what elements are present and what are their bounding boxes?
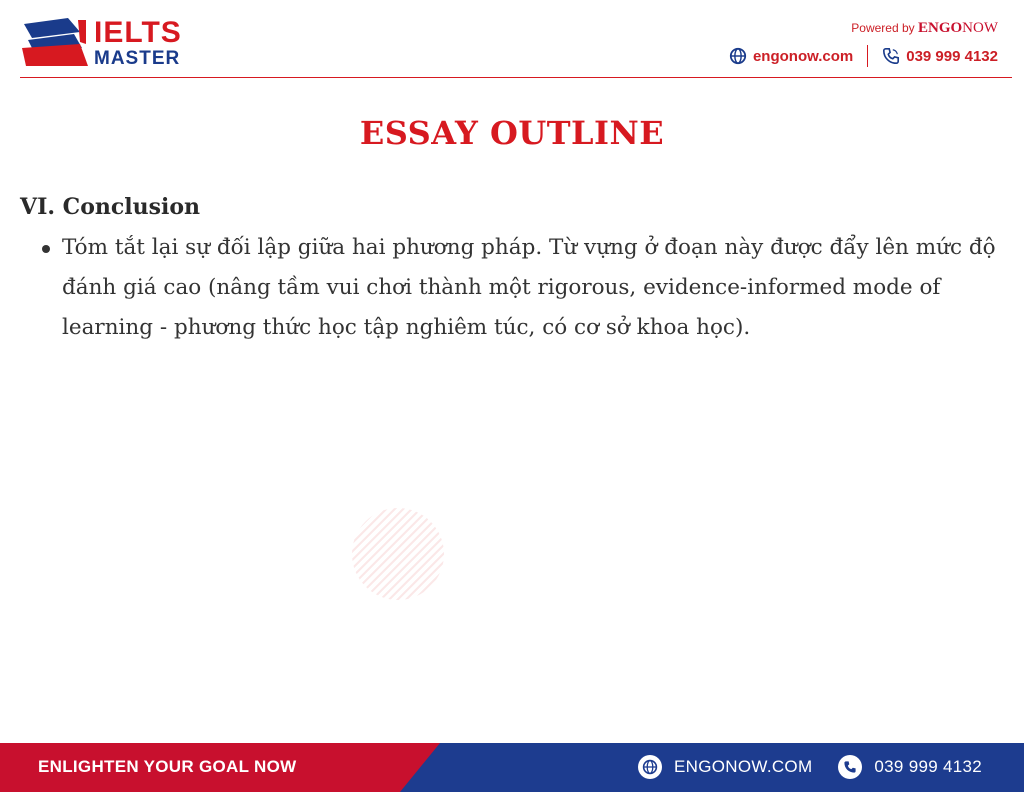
footer-contact bbox=[638, 755, 982, 779]
brand-rest: NOW bbox=[962, 20, 998, 36]
watermark-circle bbox=[352, 508, 444, 600]
powered-by bbox=[851, 20, 998, 37]
phone-icon bbox=[882, 47, 900, 65]
header-divider bbox=[867, 45, 868, 67]
footer-slogan: ENLIGHTEN YOUR GOAL NOW bbox=[38, 757, 297, 776]
bullet-list bbox=[40, 228, 1012, 348]
footer-phone: 039 999 4132 bbox=[874, 757, 982, 776]
brand-bold: ENGO bbox=[917, 20, 963, 36]
phone-icon bbox=[838, 755, 862, 779]
footer-website: ENGONOW.COM bbox=[674, 757, 813, 776]
ielts-master-logo[interactable] bbox=[22, 16, 192, 72]
powered-prefix: Powered by bbox=[851, 21, 915, 35]
header-phone: 039 999 4132 bbox=[906, 47, 998, 65]
header-phone-link[interactable] bbox=[882, 47, 998, 65]
logo-ielts-text: IELTS bbox=[94, 16, 182, 49]
logo-master-text: MASTER bbox=[94, 48, 181, 69]
list-item bbox=[40, 228, 1012, 348]
engonow-brand[interactable] bbox=[918, 20, 998, 36]
list-item-text: Tóm tắt lại sự đối lập giữa hai phương pháp. Từ vựng ở đoạn này được đẩy lên mức độ đánh giá cao (nâng tầm vui chơi thành một rigorous, evidence-informed mode of learning - phương thức học tập nghiêm túc, có cơ sở khoa học). bbox=[62, 235, 996, 340]
logo-mark-icon bbox=[22, 18, 90, 68]
section-heading: VI. Conclusion bbox=[20, 194, 201, 220]
globe-icon bbox=[638, 755, 662, 779]
header-divider-line bbox=[20, 77, 1012, 78]
footer-phone-link[interactable] bbox=[838, 755, 982, 779]
footer-bar bbox=[0, 743, 1024, 792]
header-contact bbox=[729, 44, 998, 68]
header-website: engonow.com bbox=[752, 47, 854, 65]
header-website-link[interactable] bbox=[729, 47, 853, 65]
bullet-dot bbox=[42, 245, 50, 253]
page-title: ESSAY OUTLINE bbox=[359, 114, 665, 152]
globe-icon bbox=[729, 47, 747, 65]
footer-website-link[interactable] bbox=[638, 755, 812, 779]
